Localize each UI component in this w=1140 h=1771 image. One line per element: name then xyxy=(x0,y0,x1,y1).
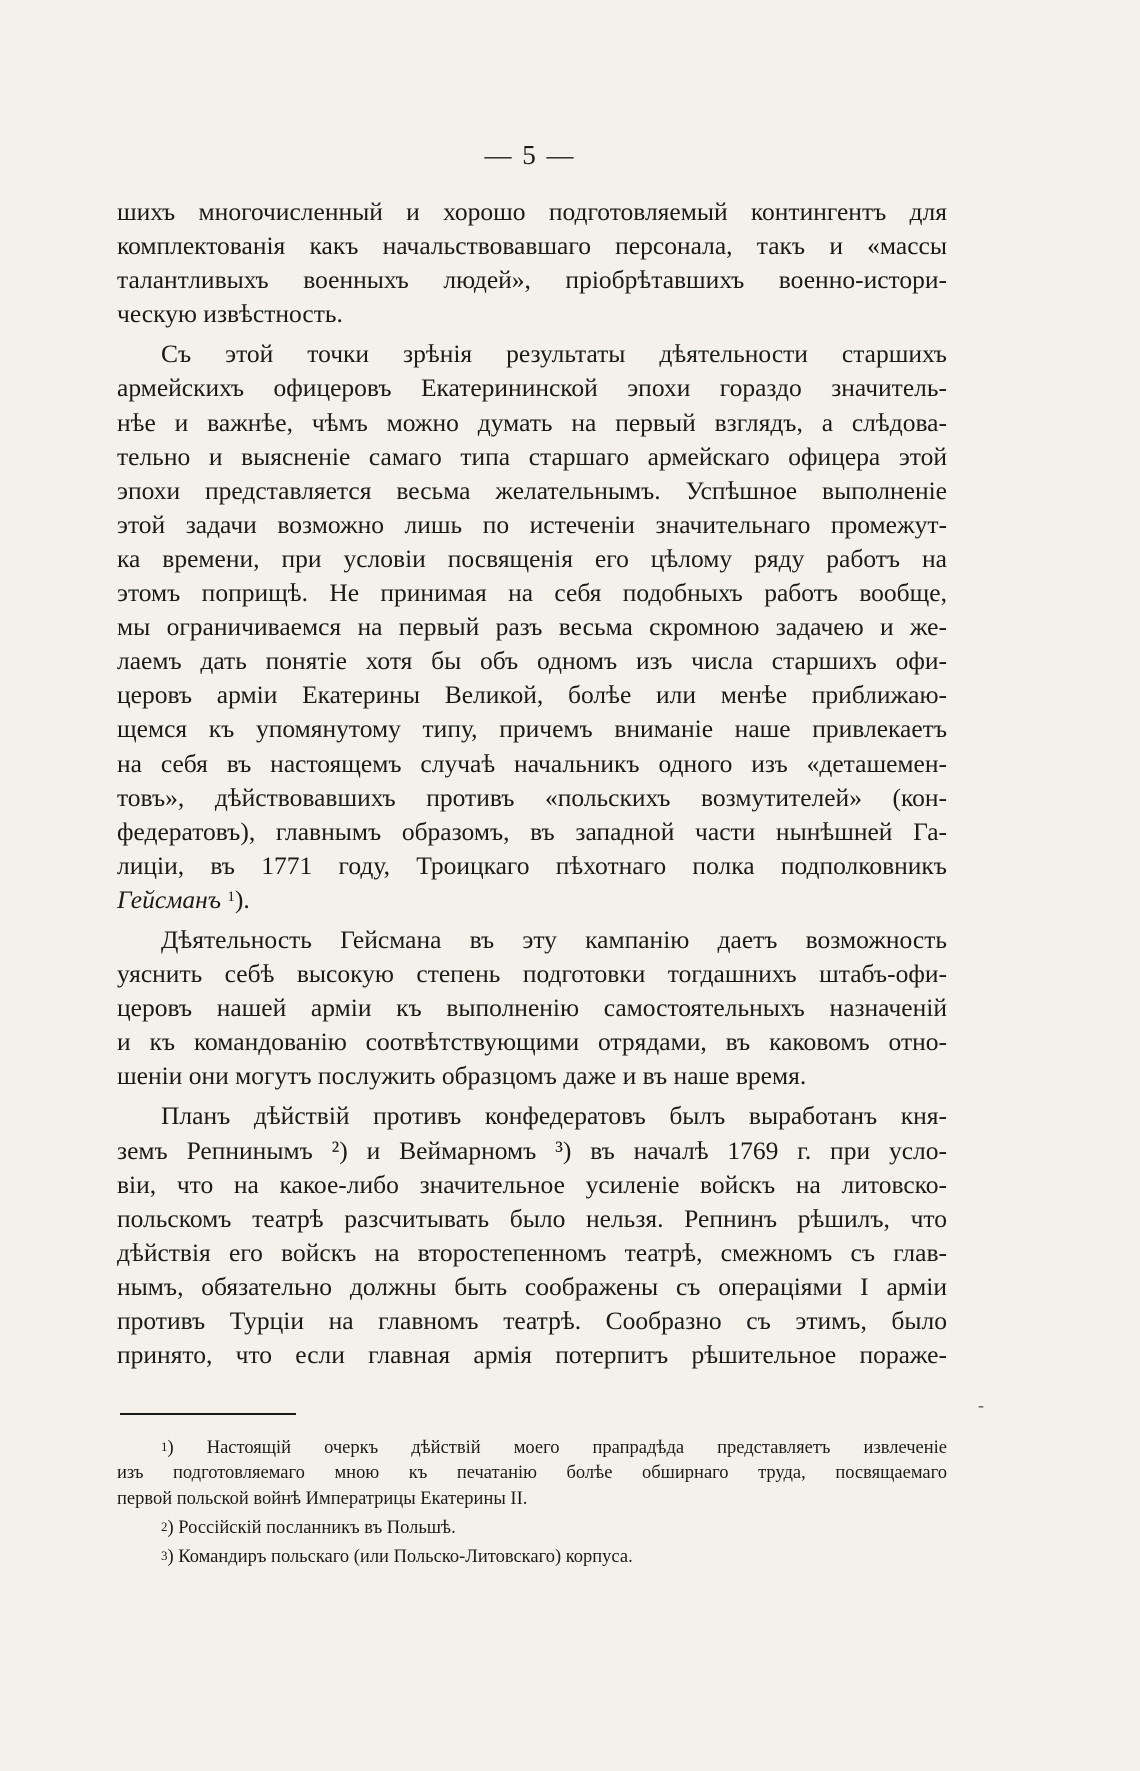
footnote-marker: 2 xyxy=(161,1518,168,1534)
text-line: нѣе и важнѣе, чѣмъ можно думать на первый взглядъ, а слѣдова- xyxy=(117,407,947,437)
footnote-line xyxy=(117,1545,947,1570)
footnote xyxy=(117,1436,947,1512)
text-line: товъ», дѣйствовавшихъ противъ «польскихъ возмутителей» (кон- xyxy=(117,782,947,812)
text-line: федератовъ), главнымъ образомъ, въ западной части нынѣшней Га- xyxy=(117,816,947,846)
text-line: уяснить себѣ высокую степень подготовки тогдашнихъ штабъ-офи- xyxy=(117,959,947,989)
text-line: церовъ нашей арміи къ выполненію самостоятельныхъ назначеній xyxy=(117,993,947,1023)
page-number: — 5 — xyxy=(484,140,576,170)
text-line: віи, что на какое-либо значительное усиленіе войскъ на литовско- xyxy=(117,1169,947,1199)
text-line: ческую извѣстность. xyxy=(117,299,343,329)
text-line: церовъ арміи Екатерины Великой, болѣе или менѣе приближаю- xyxy=(117,680,947,710)
footnote xyxy=(117,1516,947,1541)
text-line: Съ этой точки зрѣнія результаты дѣятельности старшихъ xyxy=(161,339,947,369)
text-line: талантливыхъ военныхъ людей», пріобрѣтавшихъ военно-истори- xyxy=(117,265,947,295)
footnote-line: изъ подготовляемаго мною къ печатанію болѣе обширнаго труда, посвящаемаго xyxy=(117,1463,947,1484)
margin-dash: - xyxy=(978,1395,984,1415)
text-line: лиціи, въ 1771 году, Троицкаго пѣхотнаго полка подполковникъ xyxy=(117,850,947,880)
text-fragment: ). xyxy=(234,884,250,914)
footnote-separator xyxy=(120,1413,296,1415)
text-line: Дѣятельность Гейсмана въ эту кампанію даетъ возможность xyxy=(161,924,947,954)
footnote-marker: 1 xyxy=(161,1439,168,1454)
text-line: этой задачи возможно лишь по истеченіи значительнаго промежут- xyxy=(117,509,947,539)
footnote-line xyxy=(117,1516,947,1541)
text-line: щемся къ упомянутому типу, причемъ вниманіе наше привлекаетъ xyxy=(117,714,947,744)
footnote-line xyxy=(117,1436,947,1461)
paragraph xyxy=(117,195,947,331)
footnote-marker: 3 xyxy=(161,1548,168,1564)
main-text xyxy=(117,195,947,1372)
footnote-text: ) Командиръ польскаго (или Польско-Литовскаго) корпуса. xyxy=(167,1547,633,1568)
text-line: и къ командованію соотвѣтствующими отрядами, въ каковомъ отно- xyxy=(117,1027,947,1057)
footnotes xyxy=(117,1436,947,1570)
text-line: земъ Репнинымъ ²) и Веймарномъ ³) въ началѣ 1769 г. при усло- xyxy=(117,1135,947,1165)
text-line: тельно и выясненіе самаго типа старшаго армейскаго офицера этой xyxy=(117,441,947,471)
paragraph xyxy=(117,1099,947,1372)
text-line: эпохи представляется весьма желательнымъ. Успѣшное выполненіе xyxy=(117,475,947,505)
paragraph xyxy=(117,337,947,917)
text-line: этомъ поприщѣ. Не принимая на себя подобныхъ работъ вообще, xyxy=(117,578,947,608)
text-line: ка времени, при условіи посвященія его цѣлому ряду работъ на xyxy=(117,543,947,573)
text-line: на себя въ настоящемъ случаѣ начальникъ одного изъ «деташемен- xyxy=(117,748,947,778)
footnote-text: ) Настоящій очеркъ дѣйствій моего прапрадѣда представляетъ извлеченіе xyxy=(167,1438,947,1458)
text-line: шеніи они могутъ послужить образцомъ даже и въ наше время. xyxy=(117,1061,807,1091)
italic-name: Гейсманъ xyxy=(117,884,222,914)
text-line: польскомъ театрѣ разсчитывать было нельзя. Репнинъ рѣшилъ, что xyxy=(117,1203,947,1233)
footnote-text: ) Россійскій посланникъ въ Польшѣ. xyxy=(167,1517,456,1538)
footnote-line: первой польской войнѣ Императрицы Екатерины II. xyxy=(117,1488,528,1509)
text-line: дѣйствія его войскъ на второстепенномъ театрѣ, смежномъ съ глав- xyxy=(117,1237,947,1267)
text-line: шихъ многочисленный и хорошо подготовляемый контингентъ для xyxy=(117,197,947,226)
text-line: мы ограничиваемся на первый разъ весьма скромною задачею и же- xyxy=(117,612,947,642)
text-line: лаемъ дать понятіе хотя бы объ одномъ изъ числа старшихъ офи- xyxy=(117,646,947,676)
text-line: нымъ, обязательно должны быть соображены съ операціями I арміи xyxy=(117,1271,947,1301)
text-line: Планъ дѣйствій противъ конфедератовъ былъ выработанъ кня- xyxy=(161,1101,947,1131)
text-line: принято, что если главная армія потерпитъ рѣшительное пораже- xyxy=(117,1340,947,1370)
footnote xyxy=(117,1545,947,1570)
text-line xyxy=(117,883,947,917)
footnote-ref: 1 xyxy=(227,888,235,905)
paragraph xyxy=(117,923,947,1093)
text-line: комплектованія какъ начальствовавшаго персонала, такъ и «массы xyxy=(117,231,947,261)
text-line: армейскихъ офицеровъ Екатерининской эпохи гораздо значитель- xyxy=(117,373,947,403)
text-line: противъ Турціи на главномъ театрѣ. Сообразно съ этимъ, было xyxy=(117,1306,947,1335)
